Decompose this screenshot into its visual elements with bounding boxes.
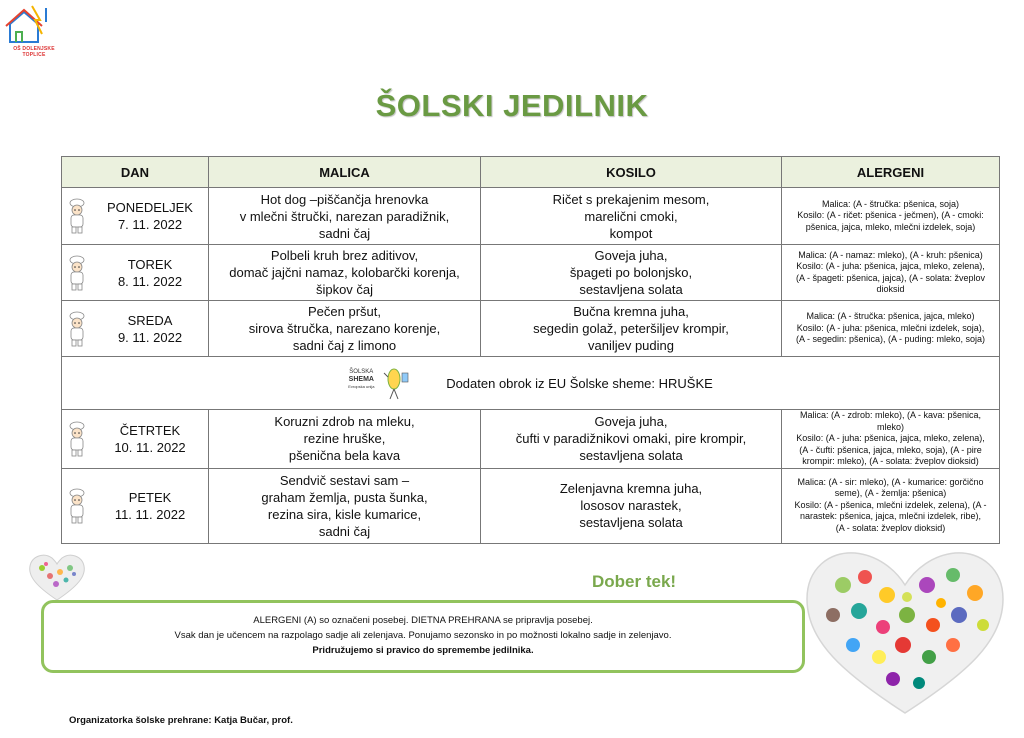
malica-cell: [209, 245, 481, 301]
text-line: Goveja juha,: [594, 248, 668, 263]
table-row: [62, 301, 1000, 357]
text-line: segedin golaž, peteršiljev krompir,: [533, 321, 729, 336]
scheme-cell: [62, 357, 1000, 410]
text-line: Kosilo: (A - juha: pšenica, jajca, mleko, zelena),: [796, 433, 985, 443]
text-line: Koruzni zdrob na mleku,: [274, 414, 415, 430]
text-line: Sendvič sestavi sam –: [279, 472, 410, 488]
day-name: PETEK: [128, 489, 172, 505]
text-line: šipkov čaj: [315, 282, 374, 297]
kosilo-cell: [481, 468, 782, 543]
text-line: Bučna kremna juha,: [573, 304, 689, 319]
text-line: Kosilo: (A - juha: pšenica, jajca, mleko, zelena),: [796, 261, 985, 271]
malica-cell: [209, 188, 481, 245]
scheme-logo-line-1: ŠOLSKA: [349, 369, 374, 375]
kosilo-cell: [481, 188, 782, 245]
text-line: sadni čaj: [318, 225, 371, 241]
text-line: (A - špageti: pšenica, jajca), (A - solata: žveplov: [795, 272, 986, 283]
text-line: pšenica, jajca, mleko, mlečni izdelek, soja): [805, 221, 976, 232]
text-line: Zelenjavna kremna juha,: [559, 481, 703, 496]
kosilo-cell: [481, 245, 782, 301]
text-line: sestavljena solata: [579, 282, 683, 297]
text-line: graham žemlja, pusta šunka,: [261, 489, 428, 505]
cook-icon: [65, 311, 89, 347]
scheme-logo-line-3: Evropska unija: [348, 384, 375, 389]
text-line: Kosilo: (A - juha: pšenica, mlečni izdelek, soja),: [796, 322, 985, 333]
header-kosilo: KOSILO: [481, 157, 782, 188]
alergeni-cell: [782, 468, 1000, 543]
kosilo-cell: [481, 410, 782, 469]
text-line: mleko): [876, 421, 904, 432]
text-line: Goveja juha,: [594, 414, 668, 430]
school-logo-icon: [2, 2, 64, 48]
day-cell: [62, 188, 209, 245]
header-day: DAN: [62, 157, 209, 188]
text-line: Kosilo: (A - ričet: pšenica - ječmen), (A - cmoki:: [797, 210, 984, 221]
text-line: (A - solata: žveplov dioksid): [835, 522, 946, 533]
fruit-heart-large-icon: [803, 545, 1008, 717]
text-line: krompir: mleko), (A - solata: žveplov dioksid): [802, 456, 979, 466]
alergeni-cell: [782, 301, 1000, 357]
text-line: marelični cmoki,: [584, 208, 678, 224]
text-line: narastek: pšenica, jajca, mlečni izdelek, ribe),: [799, 511, 982, 522]
text-line: lososov narastek,: [580, 498, 682, 513]
footer-organizer: Organizatorka šolske prehrane: Katja Bučar, prof.: [69, 715, 293, 726]
alergeni-cell: [782, 188, 1000, 245]
school-logo: [2, 2, 64, 60]
day-date: 11. 11. 2022: [114, 506, 186, 522]
header-malica: MALICA: [209, 157, 481, 188]
malica-cell: [209, 301, 481, 357]
text-line: (A - segedin: pšenica), (A - puding: mleko, soja): [795, 334, 986, 345]
day-cell: [62, 245, 209, 301]
day-cell: [62, 301, 209, 357]
scheme-row: [62, 357, 1000, 410]
text-line: Kosilo: (A - pšenica, mlečni izdelek, zelena), (A -: [794, 499, 987, 510]
text-line: Malica: (A - namaz: mleko), (A - kruh: pšenica): [798, 249, 983, 260]
text-line: čufti v paradižnikovi omaki, pire krompir,: [515, 431, 747, 447]
day-name: TOREK: [127, 256, 173, 272]
school-logo-text: OŠ DOLENJSKE TOPLICE: [13, 46, 55, 58]
text-line: Pečen pršut,: [308, 304, 381, 319]
cook-icon: [65, 255, 89, 291]
malica-cell: [209, 410, 481, 469]
text-line: seme), (A - žemlja: pšenica): [834, 488, 947, 499]
cook-icon: [65, 488, 89, 524]
table-row: [62, 188, 1000, 245]
day-date: 8. 11. 2022: [117, 273, 183, 289]
text-line: sadni čaj z limono: [292, 338, 397, 353]
text-line: rezina sira, kisle kumarice,: [267, 506, 422, 522]
day-date: 7. 11. 2022: [117, 217, 183, 232]
text-line: domač jajčni namaz, kolobarčki korenja,: [229, 265, 460, 280]
text-line: kompot: [609, 225, 653, 241]
cook-icon: [65, 421, 89, 457]
text-line: Polbeli kruh brez aditivov,: [270, 248, 419, 263]
table-row: [62, 410, 1000, 469]
day-cell: [62, 468, 209, 543]
text-line: rezine hruške,: [303, 431, 386, 447]
text-line: Hot dog –piščančja hrenovka: [260, 191, 429, 207]
text-line: sirova štručka, narezano korenje,: [248, 321, 441, 336]
scheme-logo-line-2: SHEMA: [348, 376, 374, 383]
notice-box: [41, 600, 805, 673]
alergeni-cell: [782, 410, 1000, 469]
text-line: Malica: (A - sir: mleko), (A - kumarice: gorčično: [797, 476, 984, 487]
dober-tek-text: Dober tek!: [592, 572, 677, 591]
notice-line-3: Pridružujemo si pravico do spremembe jedilnika.: [312, 645, 534, 656]
cook-icon: [65, 198, 89, 234]
text-line: Ričet s prekajenim mesom,: [552, 191, 710, 207]
notice-line-1: ALERGENI (A) so označeni posebej. DIETNA PREHRANA se pripravlja posebej.: [253, 615, 593, 626]
menu-table: [61, 156, 1000, 544]
day-name: ČETRTEK: [119, 422, 181, 438]
school-scheme-logo: [348, 363, 412, 403]
table-header-row: [62, 157, 1000, 188]
text-line: (A - čufti: pšenica, jajca, mleko, soja), (A - pire: [799, 444, 982, 455]
day-name: PONEDELJEK: [107, 200, 193, 215]
alergeni-cell: [782, 245, 1000, 301]
text-line: v mlečni štručki, narezan paradižnik,: [239, 208, 450, 224]
malica-cell: [209, 468, 481, 543]
header-alergeni: ALERGENI: [782, 157, 1000, 188]
day-name: SREDA: [127, 312, 173, 328]
fruit-heart-small-icon: [26, 552, 88, 602]
text-line: pšenična bela kava: [288, 448, 401, 464]
text-line: sestavljena solata: [579, 515, 683, 530]
text-line: Malica: (A - štručka: pšenica, soja): [821, 198, 960, 209]
day-date: 10. 11. 2022: [114, 439, 186, 455]
day-date: 9. 11. 2022: [117, 329, 183, 345]
text-line: sadni čaj: [318, 523, 371, 539]
page-title: ŠOLSKI JEDILNIK: [375, 88, 649, 123]
kosilo-cell: [481, 301, 782, 357]
text-line: vaniljev puding: [587, 338, 674, 353]
scheme-text: Dodaten obrok iz EU Šolske sheme: HRUŠKE: [446, 375, 713, 391]
table-row: [62, 468, 1000, 543]
day-cell: [62, 410, 209, 469]
table-row: [62, 245, 1000, 301]
text-line: sestavljena solata: [579, 448, 683, 464]
text-line: špageti po bolonjsko,: [569, 265, 693, 280]
text-line: dioksid: [876, 284, 905, 294]
text-line: Malica: (A - zdrob: mleko), (A - kava: pšenica,: [799, 410, 982, 420]
text-line: Malica: (A - štručka: pšenica, jajca, mleko): [806, 311, 975, 322]
notice-line-2: Vsak dan je učencem na razpolago sadje ali zelenjava. Ponujamo sezonsko in po možnosti lokalno sadje in zelenjavo.: [174, 630, 672, 641]
